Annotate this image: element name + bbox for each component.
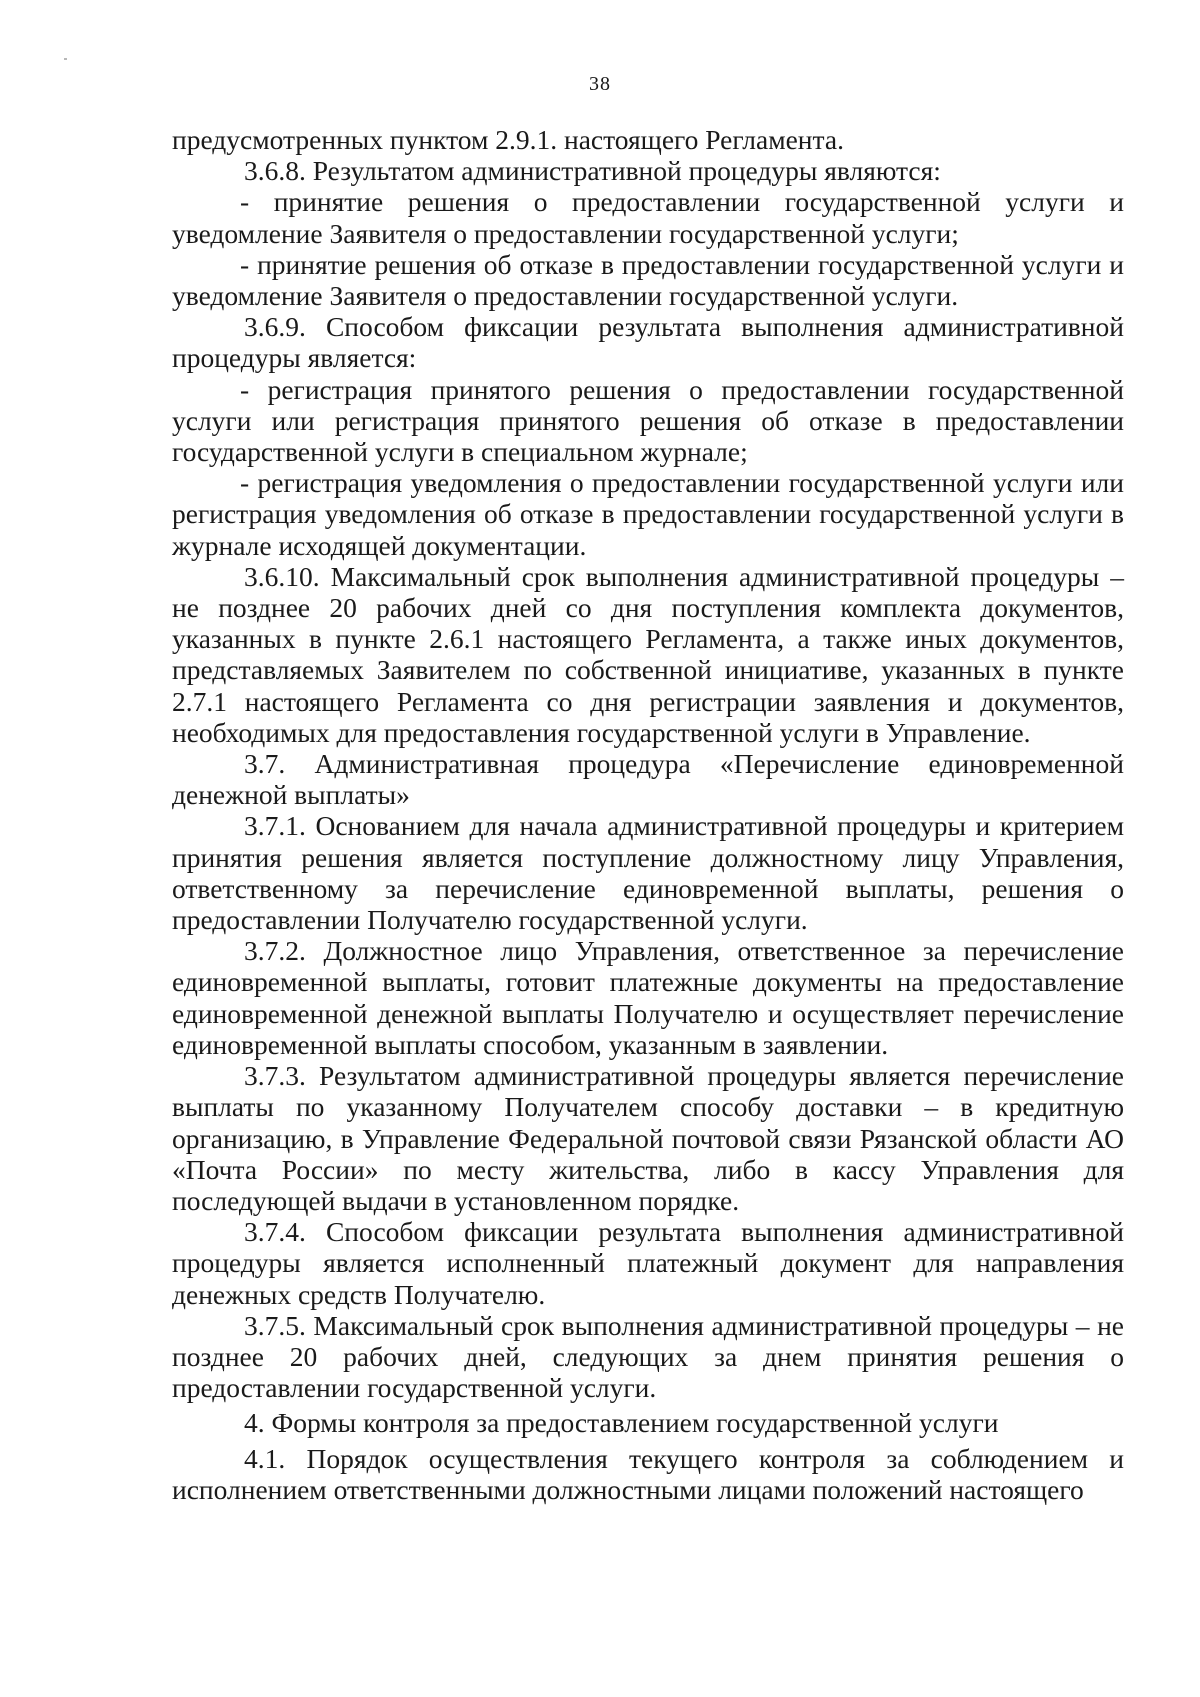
paragraph-3-7-4: 3.7.4. Способом фиксации результата выполнения административной процедуры является исполненный платежный документ для направления денежных средств Получателю. [172, 1216, 1124, 1310]
paragraph-3-6-8: 3.6.8. Результатом административной процедуры являются: [244, 155, 941, 187]
paragraph-3-7-2: 3.7.2. Должностное лицо Управления, ответственное за перечисление единовременной выплаты, готовит платежные документы на предоставление единовременной денежной выплаты Получателю и осуществляет перечисление единовременной выплаты способом, указанным в заявлении. [172, 935, 1124, 1060]
scan-speck [64, 58, 67, 60]
paragraph-3-7-1: 3.7.1. Основанием для начала административной процедуры и критерием принятия решения является поступление должностному лицу Управления, ответственному за перечисление единовременной выплаты, решения о предоставлении Получателю государственной услуги. [172, 810, 1124, 936]
list-item-registration-notice: - регистрация уведомления о предоставлении государственной услуги или регистрация уведомления об отказе в предоставлении государственной услуги в журнале исходящей документации. [172, 467, 1124, 561]
paragraph-3-7-3: 3.7.3. Результатом административной процедуры является перечисление выплаты по указанному Получателем способу доставки – в кредитную организацию, в Управление Федеральной почтовой связи Рязанской области АО «Почта России» по месту жительства, либо в кассу Управления для последующей выдачи в установленном порядке. [172, 1060, 1124, 1216]
list-item-decision-grant: - принятие решения о предоставлении государственной услуги и уведомление Заявителя о предоставлении государственной услуги; [172, 186, 1124, 249]
list-item-decision-refusal: - принятие решения об отказе в предоставлении государственной услуги и уведомление Заявителя о предоставлении государственной услуги. [172, 248, 1124, 312]
document-body [172, 124, 1124, 1505]
paragraph-3-6-10: 3.6.10. Максимальный срок выполнения административной процедуры – не позднее 20 рабочих дней со дня поступления комплекта документов, указанных в пункте 2.6.1 настоящего Регламента, а также иных документов, представляемых Заявителем по собственной инициативе, указанных в пункте 2.7.1 настоящего Регламента со дня регистрации заявления и документов, необходимых для предоставления государственной услуги в Управление. [172, 560, 1124, 748]
list-item-registration-decision: - регистрация принятого решения о предоставлении государственной услуги или регистрация принятого решения об отказе в предоставлении государственной услуги в специальном журнале; [172, 373, 1124, 468]
paragraph-4-1: 4.1. Порядок осуществления текущего контроля за соблюдением и исполнением ответственными должностными лицами положений настоящего [172, 1442, 1124, 1505]
section-4-heading: 4. Формы контроля за предоставлением государственной услуги [244, 1407, 999, 1439]
paragraph-3-7-heading: 3.7. Административная процедура «Перечисление единовременной денежной выплаты» [172, 748, 1124, 811]
page-number: 38 [589, 73, 611, 95]
paragraph-continuation: предусмотренных пунктом 2.9.1. настоящего Регламента. [172, 124, 844, 155]
paragraph-3-7-5: 3.7.5. Максимальный срок выполнения административной процедуры – не позднее 20 рабочих дней, следующих за днем принятия решения о предоставлении государственной услуги. [172, 1309, 1124, 1404]
paragraph-3-6-9: 3.6.9. Способом фиксации результата выполнения административной процедуры является: [172, 311, 1124, 374]
